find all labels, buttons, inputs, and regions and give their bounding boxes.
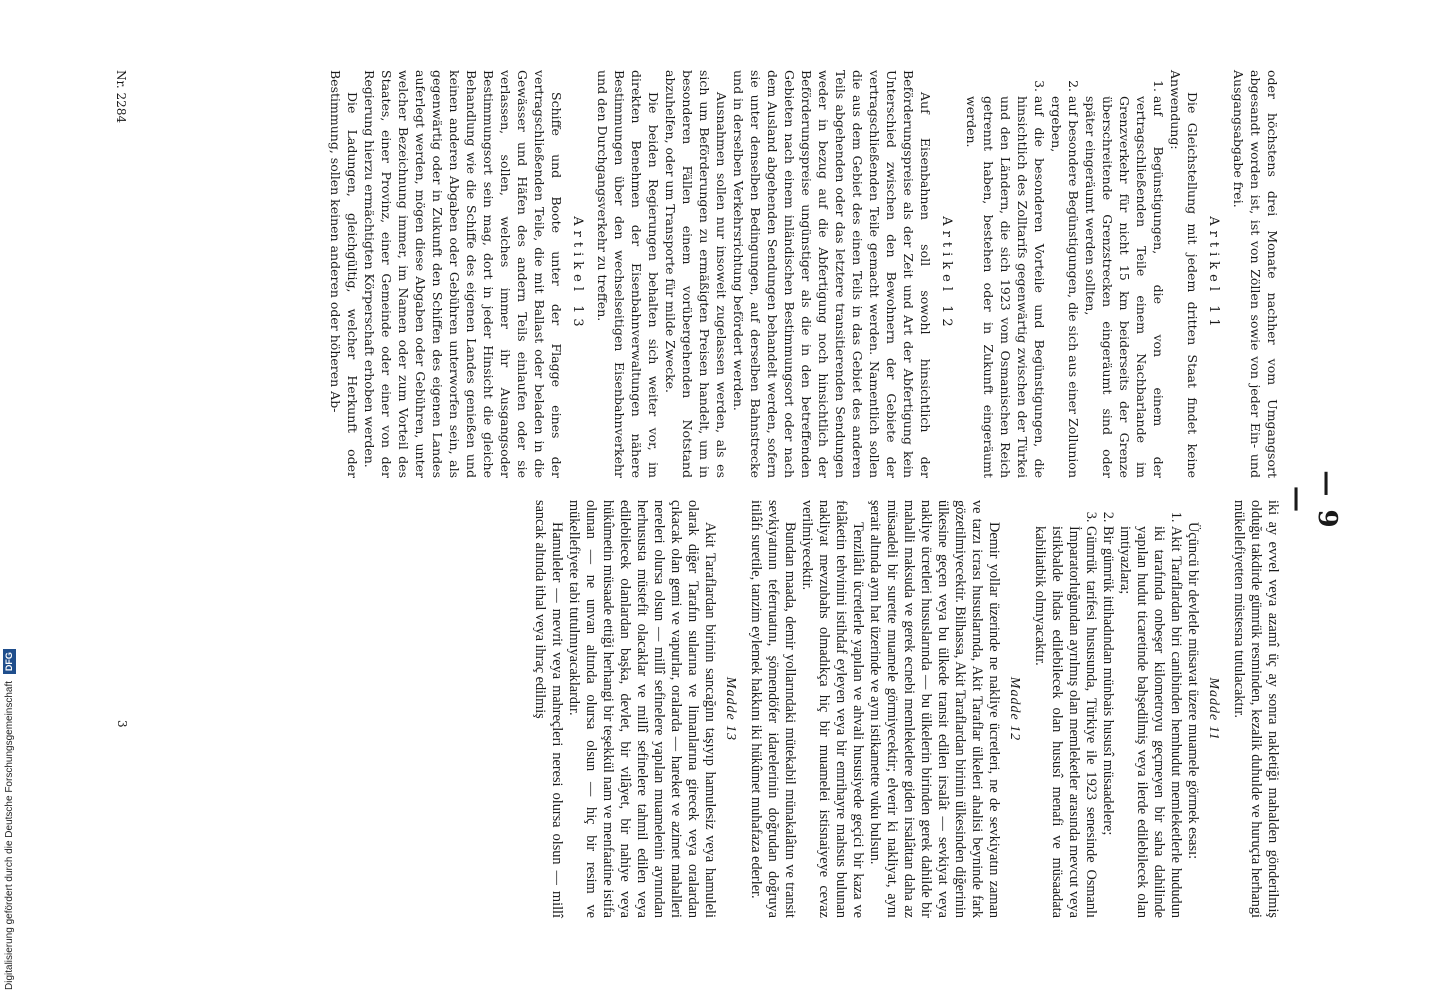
turkish-madde-12-paragraph: Demir yollar üzerinde ne nakliye ücretleri, ne de sevkiyatın zaman ve tarzı icrası hususlarında, Akit Taraflar ülkeleri ahalisi beyninde fark gözetilmiyecektir. Bilhassa, Akit Taraflardan birinin ülkesinden diğerinin ülkesine geçen veya bu ülkede transit edilen irsalât — sevkiyat veya nakliye ücretleri hususlarında — bu ülkelerin birinden gerek dahilde bir mahalli maksuda ve gerek ecnebi memleketlere giden irsalâttan daha az müsaadeli bir surette muamele görmiyecektir; elverir ki nakliyat, aynı şerait altında aynı hat üzerinde ve aynı istikamette vuku bulsun. xyxy=(867,500,1002,919)
german-article-11-intro: Die Gleichstellung mit jedem dritten Staat findet keine Anwendung: xyxy=(1168,70,1200,478)
turkish-madde-12-paragraph: Bundan maada, demir yollarındaki mütekabil münakalâtın ve transit sevkiyatının teferruatını, şömendöfer idarelerinin doğrudan doğruya itilâfı suretile, tanzim eylemek hakkını iki hükûmet muhafaza ederler. xyxy=(748,500,798,918)
german-article-11-list xyxy=(963,70,1167,478)
german-column xyxy=(327,70,1281,478)
turkish-madde-12-heading: Madde 12 xyxy=(1007,676,1022,742)
german-article-12-paragraph: Auf Eisenbahnen soll sowohl hinsichtlich der Beförderungspreise als der Zeit und Art der Abfertigung kein Unterschied zwischen den Bewohnern der Gebiete der vertragschließenden Teile gemacht werden. Namentlich sollen die aus dem Gebiet des einen Teils in das Gebiet des anderen Teils abgehenden oder das letztere transitierenden Sendungen weder in bezug auf die Abfertigung noch hinsichtlich der Beförderungspreise ungünstiger als die in den betreffenden Gebieten nach einem inländischen Bestimmungsort oder nach dem Ausland abgehenden Sendungen behandelt werden, sofern sie unter denselben Bedingungen, auf derselben Bahnstrecke und in derselben Verkehrsrichtung befördert werden. xyxy=(731,70,933,478)
digitization-note xyxy=(2,0,18,1000)
german-article-13-heading: Artikel 13 xyxy=(570,216,585,332)
german-article-11-heading: Artikel 11 xyxy=(1206,216,1221,332)
german-footer-number: Nr. 2284 xyxy=(114,70,128,124)
turkish-intro: iki ay evvel veya azamî üç ay sonra nakletiği mahalden gönderilmiş olduğu takdirde gümrük resminden, kezalik duhulde ve huruçta herhangi mükellefiyetten müstesna tutulacaktır. xyxy=(1231,500,1281,918)
turkish-column xyxy=(531,500,1281,918)
turkish-madde-13-heading: Madde 13 xyxy=(723,676,738,742)
list-item: 1. auf Begünstigungen, die von einem der vertragschließenden Teile einem Nachbarlande im Grenzverkehr für nicht 15 km beiderseits der Grenze überschreitende Grenzstrecken eingeräumt sind oder später eingeräumt werden sollten, xyxy=(1082,96,1167,478)
german-article-13-paragraph: Die Ladungen, gleichgültig, welcher Herkunft oder Bestimmung, sollen keinen anderen oder höheren Ab- xyxy=(328,70,360,478)
list-item: 3. auf die besonderen Vorteile und Begünstigungen, die hinsichtlich des Zolltarifs gegenwärtig zwischen der Türkei und den Ländern, die sich 1923 vom Osmanischen Reich getrennt haben, bestehen oder in Zukunft eingeräumt werden. xyxy=(963,96,1048,478)
turkish-madde-11-intro: Üçüncü bir devletle müsavat üzere muamele görmek esası: xyxy=(1185,522,1201,860)
turkish-madde-13-paragraph: Akit Taraflardan birinin sancağını taşıyıp hamulesiz veya hamuleli olarak diğer Tarafın sularına ve limanlarına girecek veya oralardan çıkacak olan gemi ve vapurlar, oralarda — hareket ve azimet mahalleri nereleri olursa olsun — millî sefinelere yapılan muamelenin aynından herhususta müstefit olacaklar ve millî sefinelere tahmil edilen veya edilebilecek olanlardan başka, devlet, bir vilâyet, bir nahiye veya hükûmetin müsaade ettiği herhangi bir teşekkül nam ve menfaatine istifa olunan — ne unvan altında olursa olsun — hiç bir resim ve mükellefiyete tabi tutulmıyacaklardır. xyxy=(566,500,718,918)
turkish-footer-number: 3 xyxy=(115,720,129,728)
german-article-12-paragraph: Ausnahmen sollen nur insoweit zugelassen werden, als es sich um Beförderungen zu ermäßigten Preisen handelt, um in besonderen Fällen einem vorübergehenden Notstand abzuhelfen, oder um Transporte für milde Zwecke. xyxy=(663,70,729,478)
list-item: 3. Gümrük tarifesi hususunda, Türkiye ile 1923 senesinde Osmanlı İmparatorluğundan ayrılmış olan memleketler arasında mevcut veya istikbalde ihdas edilebilecek olan hususî menafi ve müsaadata kabiliatbik olmıyacaktır. xyxy=(1031,526,1099,918)
list-item: 2. auf besondere Begünstigungen, die sich aus einer Zollunion ergeben, xyxy=(1048,96,1082,478)
german-intro: oder höchstens drei Monate nachher vom Umgangsort abgesandt worden ist, ist von Zöllen sowie von jeder Ein- und Ausgangsabgabe frei. xyxy=(1231,70,1280,478)
german-article-13-paragraph: Schiffe und Boote unter der Flagge eines der vertragschließenden Teile, die mit Ballast oder beladen in die Gewässer und Häfen des andern Teils einlaufen oder sie verlassen, sollen, welches immer ihr Ausgangsoder Bestimmungsort sein mag, dort in jeder Hinsicht die gleiche Behandlung wie die Schiffe des eigenen Landes genießen und keinen anderen Abgaben oder Gebühren unterworfen sein, als gegenwärtig oder in Zukunft den Schiffen des eigenen Landes auferlegt werden, mögen diese Abgaben oder Gebühren, unter welcher Bezeichnung immer, im Namen oder zum Vorteil des Staates, einer Provinz, einer Gemeinde oder einer von der Regierung hierzu ermächtigten Körperschaft erhoben werden. xyxy=(362,70,564,478)
turkish-madde-11-heading: Madde 11 xyxy=(1206,677,1221,741)
list-item: 2. Bir gümrük ittihadından münbais hususî müsaadelere; xyxy=(1099,526,1116,918)
turkish-madde-11-list xyxy=(1031,500,1184,918)
german-article-12-paragraph: Die beiden Regierungen behalten sich weiter vor, im direkten Benehmen der Eisenbahnverwaltungen nähere Bestimmungen über den wechselseitigen Eisenbahnverkehr und den Durchgangsverkehr zu treffen. xyxy=(595,70,661,478)
digitization-note-text: Digitalisierung gefördert durch die Deutsche Forschungsgemeinschaft xyxy=(4,680,15,990)
dfg-logo: DFG xyxy=(3,649,16,674)
turkish-madde-12-paragraph: Tenzilâtlı ücretlerle yapılan ve ahvali hususiyede geçici bir kaza ve felâketin tehvinini istihdaf eyleyen veya bir emrihayre mahsus bulunan nakliyat mevzubahs olmadıkça hiç bir muamelei istisnaiyeye cevaz verilmiyecektir. xyxy=(799,500,866,918)
list-item: 1. Akit Taraflardan biri canibinden hemhudut memleketlerle hududun iki tarafında onbeşer kilometroyu geçmeyen bir saha dahilinde yapılan hudut ticaretinde bahşedilmiş veya ilerde edilebilecek olan imtiyazlara; xyxy=(1116,526,1184,918)
page-number: — 9 — xyxy=(1282,470,1342,530)
german-article-12-heading: Artikel 12 xyxy=(939,216,954,332)
turkish-madde-13-paragraph: Hamuleler — mevrit veya mahreçleri neresi olursa olsun — millî sancak altında ithal veya ihraç edilmiş xyxy=(532,500,565,918)
